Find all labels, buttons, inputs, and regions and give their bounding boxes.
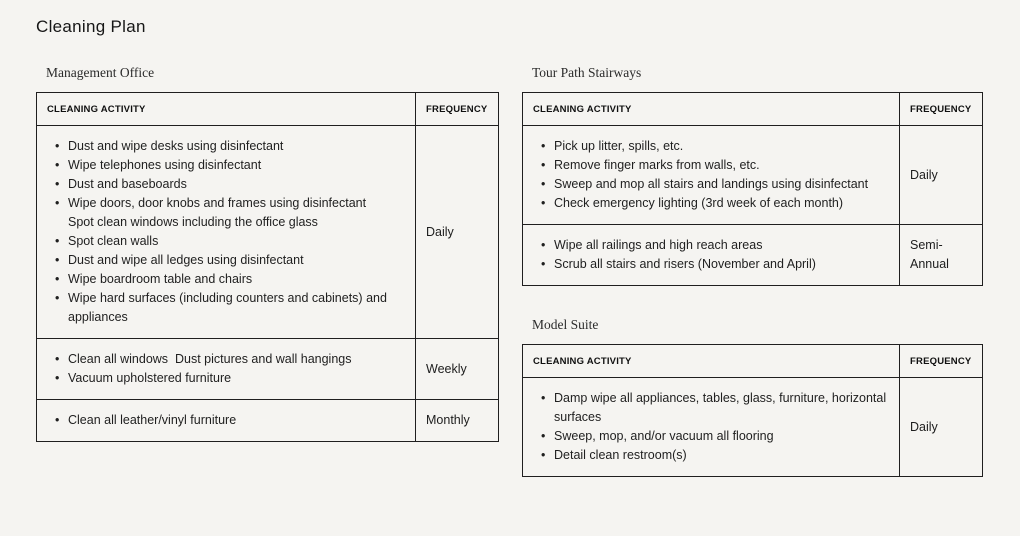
column-header-cleaning-activity: CLEANING ACTIVITY (523, 93, 900, 126)
activity-list (537, 389, 889, 465)
activity-list (51, 411, 405, 430)
column-header-cleaning-activity: CLEANING ACTIVITY (523, 345, 900, 378)
activity-item: • Remove finger marks from walls, etc. (541, 156, 889, 175)
activity-item: • Wipe doors, door knobs and frames using disinfectant (55, 194, 405, 213)
activity-item: • Dust and wipe desks using disinfectant (55, 137, 405, 156)
activity-item: • Wipe hard surfaces (including counters and cabinets) and appliances (55, 289, 405, 327)
column-header-frequency: FREQUENCY (900, 345, 983, 378)
activity-item: • Damp wipe all appliances, tables, glass, furniture, horizontal surfaces (541, 389, 889, 427)
section-model-suite (522, 317, 983, 477)
activity-item: • Wipe telephones using disinfectant (55, 156, 405, 175)
left-column (36, 65, 499, 473)
table-row (37, 126, 499, 339)
activity-item: • Clean all windows Dust pictures and wall hangings (55, 350, 405, 369)
column-header-frequency: FREQUENCY (416, 93, 499, 126)
activity-item: • Dust and wipe all ledges using disinfectant (55, 251, 405, 270)
activity-cell (523, 126, 900, 225)
activity-item: • Sweep, mop, and/or vacuum all flooring (541, 427, 889, 446)
activity-cell (37, 339, 416, 400)
table-header-row (37, 93, 499, 126)
table-row (37, 400, 499, 442)
section-tour-path-stairways (522, 65, 983, 286)
content-columns (36, 65, 984, 508)
activity-list (537, 137, 889, 213)
activity-item: • Pick up litter, spills, etc. (541, 137, 889, 156)
activity-list (51, 350, 405, 388)
right-column (522, 65, 983, 508)
frequency-cell: Daily (900, 126, 983, 225)
section-title-model-suite: Model Suite (532, 317, 599, 332)
table-tour-path-stairways (522, 92, 983, 286)
activity-cell (523, 378, 900, 477)
activity-item: • Scrub all stairs and risers (November and April) (541, 255, 889, 274)
activity-item: • Vacuum upholstered furniture (55, 369, 405, 388)
column-header-frequency: FREQUENCY (900, 93, 983, 126)
table-model-suite (522, 344, 983, 477)
frequency-cell: Semi-Annual (900, 225, 983, 286)
activity-list (51, 137, 405, 327)
table-header-row (523, 345, 983, 378)
activity-cell (37, 400, 416, 442)
frequency-cell: Weekly (416, 339, 499, 400)
activity-cell (37, 126, 416, 339)
table-row (523, 378, 983, 477)
activity-item: • Wipe all railings and high reach areas (541, 236, 889, 255)
activity-item: • Spot clean walls (55, 232, 405, 251)
section-management-office (36, 65, 499, 442)
column-header-cleaning-activity: CLEANING ACTIVITY (37, 93, 416, 126)
frequency-cell: Monthly (416, 400, 499, 442)
activity-item: • Dust and baseboards (55, 175, 405, 194)
table-row (523, 225, 983, 286)
activity-item: • Wipe boardroom table and chairs (55, 270, 405, 289)
page-title: Cleaning Plan (36, 17, 146, 36)
activity-list (537, 236, 889, 274)
table-row (523, 126, 983, 225)
activity-item: • Detail clean restroom(s) (541, 446, 889, 465)
activity-item: • Sweep and mop all stairs and landings using disinfectant (541, 175, 889, 194)
activity-item: • Check emergency lighting (3rd week of each month) (541, 194, 889, 213)
activity-item: • Clean all leather/vinyl furniture (55, 411, 405, 430)
activity-cell (523, 225, 900, 286)
activity-item-continuation: Spot clean windows including the office glass (68, 215, 318, 229)
frequency-cell: Daily (900, 378, 983, 477)
table-header-row (523, 93, 983, 126)
section-title-management-office: Management Office (46, 65, 155, 80)
table-management-office (36, 92, 499, 442)
section-title-tour-path-stairways: Tour Path Stairways (532, 65, 642, 80)
table-row (37, 339, 499, 400)
frequency-cell: Daily (416, 126, 499, 339)
